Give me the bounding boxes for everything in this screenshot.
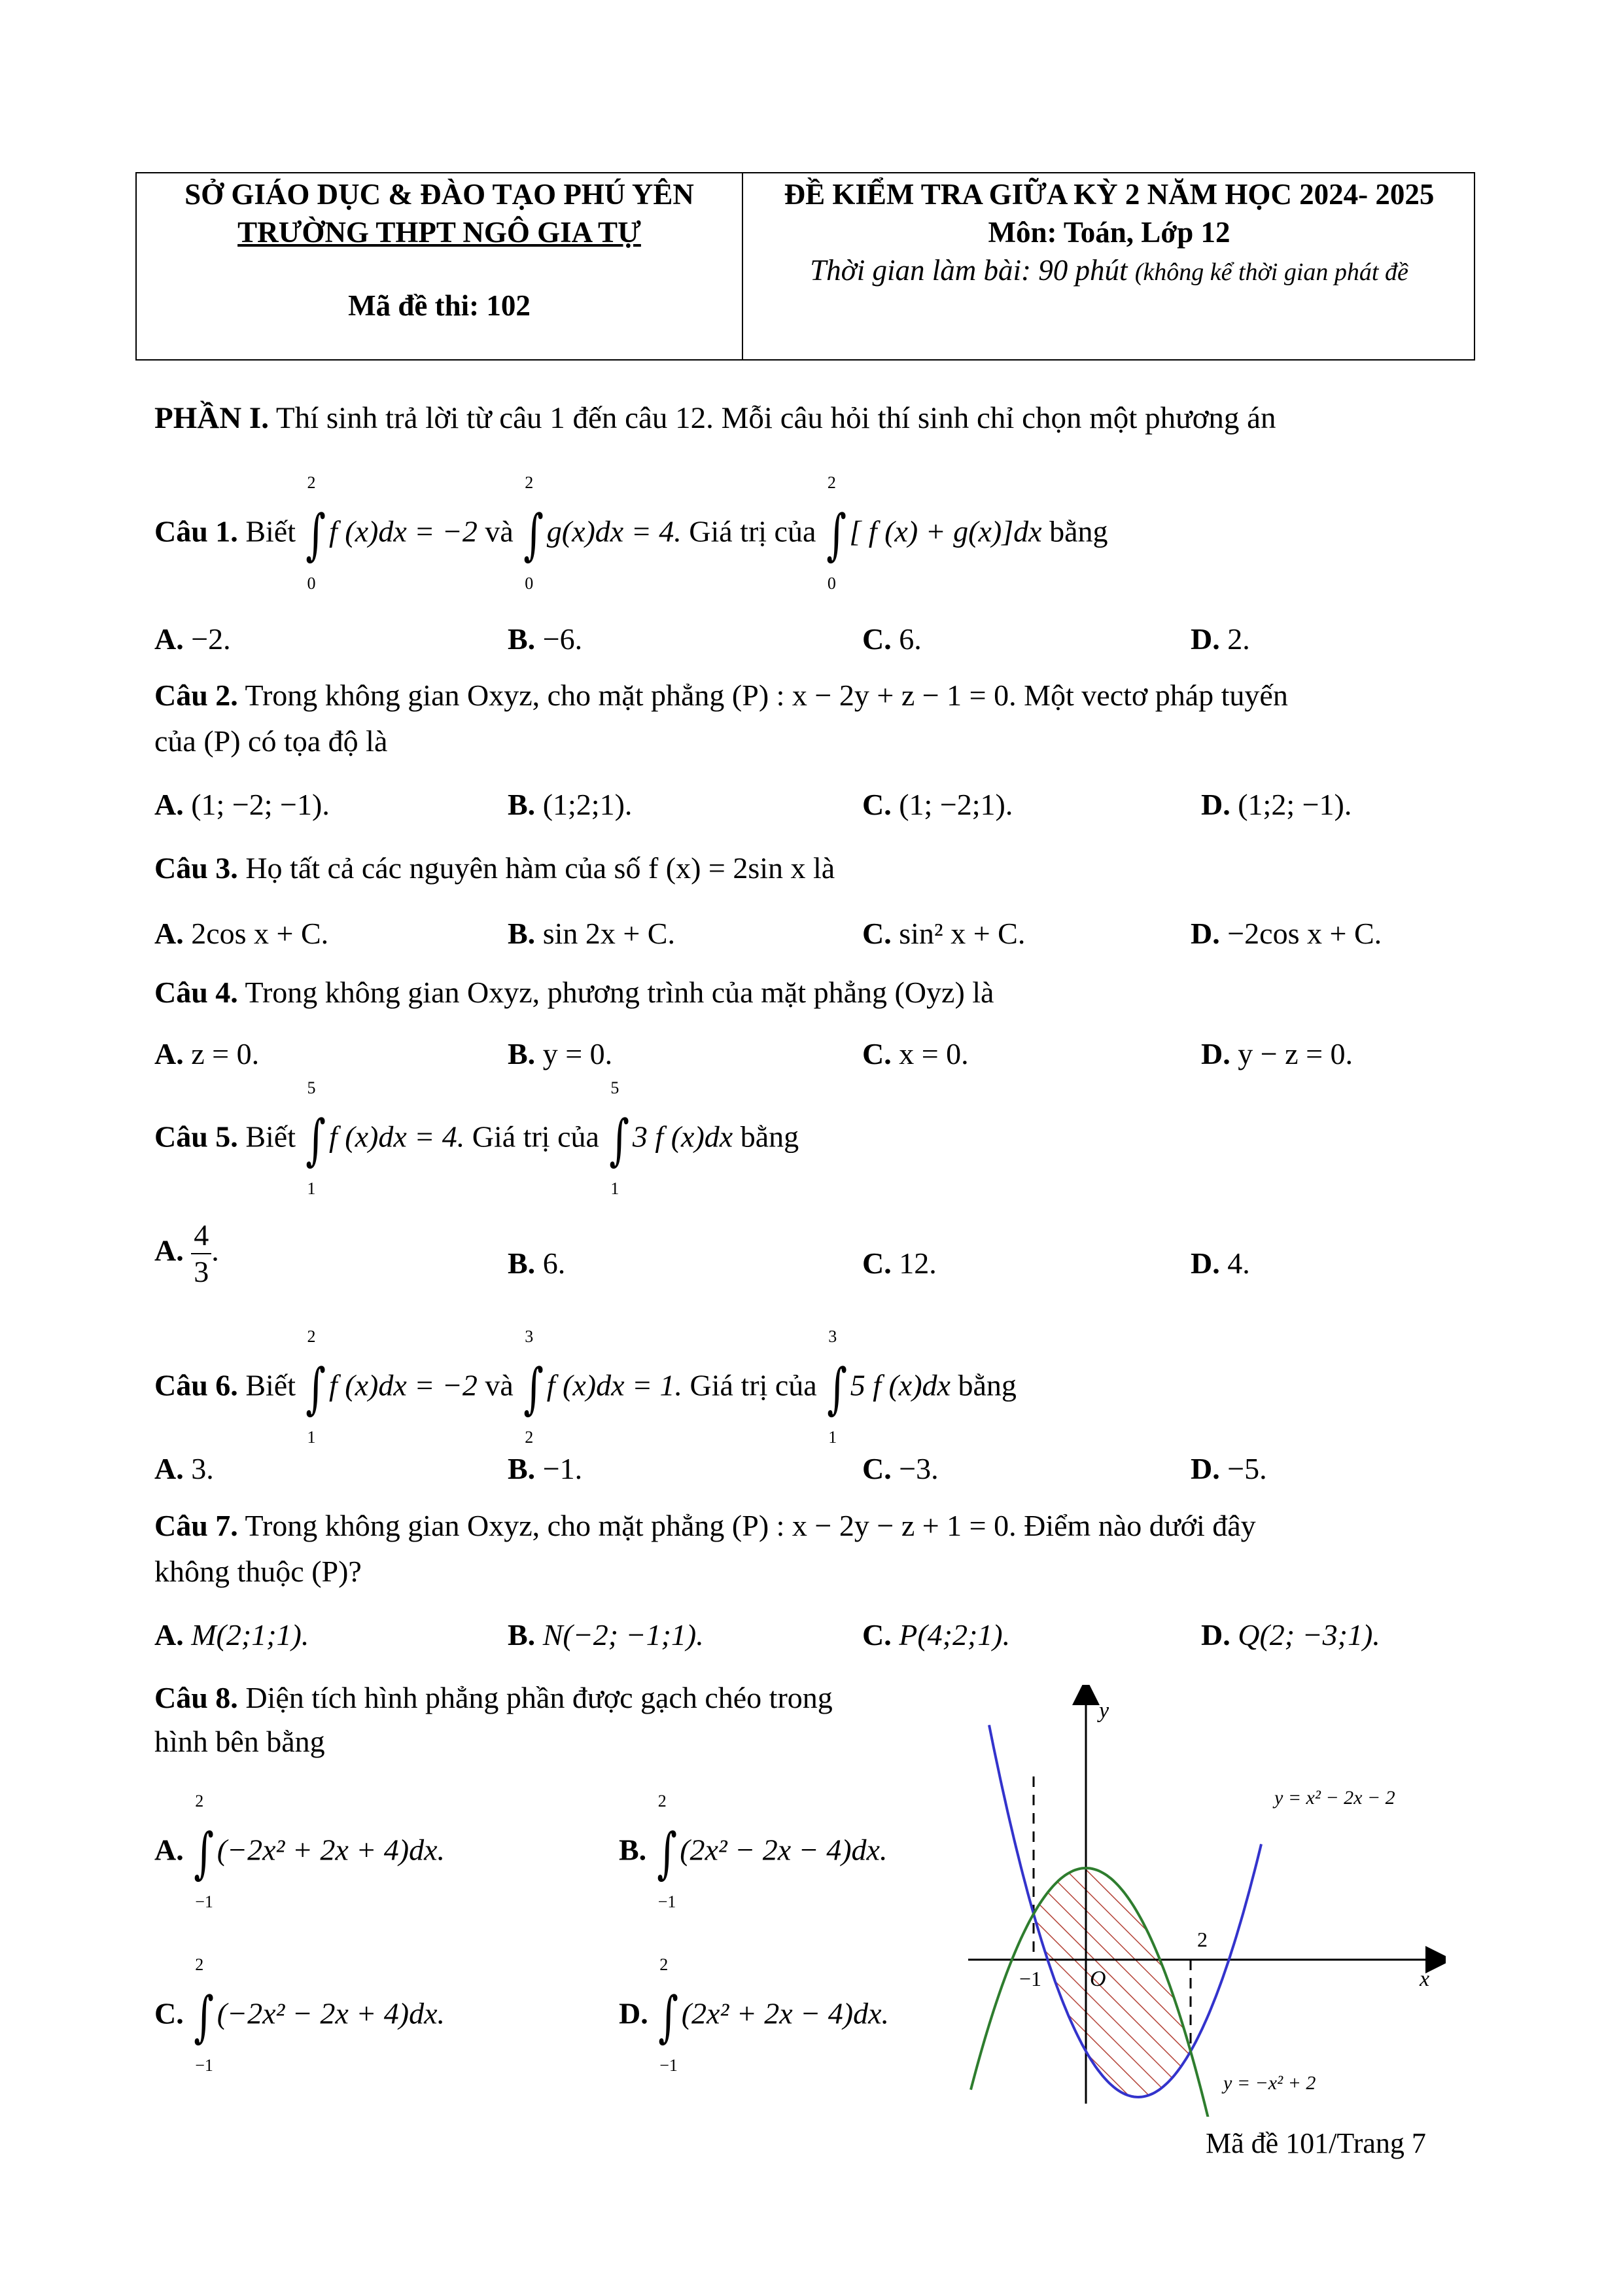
tick-label-neg1: −1 <box>1019 1967 1042 1990</box>
q6-text-3: Giá trị của <box>689 1368 817 1402</box>
q6-text-1: Biết <box>245 1368 296 1402</box>
q6-text-2: và <box>485 1368 514 1402</box>
integral-sign: 5 ∫ 1 <box>305 1078 326 1198</box>
q3-label: Câu 3. <box>154 851 238 885</box>
q5-option-d[interactable]: D. 4. <box>1191 1246 1250 1280</box>
origin-label: O <box>1090 1967 1106 1991</box>
q4-option-c[interactable]: C. x = 0. <box>862 1037 969 1070</box>
question-5 <box>154 1078 799 1198</box>
question-1 <box>154 473 1108 593</box>
q7-option-d[interactable]: D. Q(2; −3;1). <box>1201 1618 1380 1651</box>
q6-label: Câu 6. <box>154 1368 238 1402</box>
q3-line-1: Họ tất cả các nguyên hàm của số f (x) = 2sin x là <box>245 851 835 885</box>
dept-name: SỞ GIÁO DỤC & ĐÀO TẠO PHÚ YÊN <box>184 178 694 211</box>
q5-expr-2: 3 f (x)dx <box>632 1120 733 1154</box>
q7-label: Câu 7. <box>154 1509 238 1542</box>
q3-option-c[interactable]: C. sin² x + C. <box>862 917 1026 950</box>
q2-line-1: Trong không gian Oxyz, cho mặt phẳng (P) : x − 2y + z − 1 = 0. Một vectơ pháp tuyến <box>245 679 1288 712</box>
integral-sign: 2 ∫ −1 <box>194 1792 215 1911</box>
q6-expr-3: 5 f (x)dx <box>850 1368 951 1402</box>
q8-option-c[interactable]: C. 2 ∫ −1 (−2x² − 2x + 4)dx. <box>154 1955 445 2075</box>
q1-option-a[interactable]: A. −2. <box>154 622 231 656</box>
integral-sign: 2 ∫ 1 <box>305 1327 326 1447</box>
q4-option-b[interactable]: B. y = 0. <box>508 1037 613 1070</box>
q2-option-a[interactable]: A. (1; −2; −1). <box>154 788 330 821</box>
school-name: TRƯỜNG THPT NGÔ GIA TỰ <box>237 216 641 249</box>
question-8 <box>154 1680 833 1715</box>
exam-subject: Môn: Toán, Lớp 12 <box>988 216 1230 249</box>
q5-option-c[interactable]: C. 12. <box>862 1246 937 1280</box>
q7-line-1: Trong không gian Oxyz, cho mặt phẳng (P) : x − 2y − z + 1 = 0. Điểm nào dưới đây <box>245 1509 1256 1542</box>
exam-title: ĐỀ KIỂM TRA GIỮA KỲ 2 NĂM HỌC 2024- 2025 <box>784 178 1435 211</box>
fraction: $\frac{4}{3}$ <box>191 1220 211 1287</box>
q1-expr-1: f (x)dx = −2 <box>328 514 478 548</box>
q1-text-2: và <box>485 514 514 548</box>
q4-option-a[interactable]: A. z = 0. <box>154 1037 260 1070</box>
parabola-graph <box>962 1685 1446 2117</box>
tick-label-2: 2 <box>1197 1928 1208 1951</box>
exam-time-note: (không kể thời gian phát đề <box>1134 258 1408 286</box>
q5-option-b[interactable]: B. 6. <box>508 1246 566 1280</box>
integral-sign: 3 ∫ 1 <box>827 1327 848 1447</box>
q1-option-b[interactable]: B. −6. <box>508 622 583 656</box>
integral-sign: 2 ∫ −1 <box>656 1792 677 1911</box>
q5-text-3: bằng <box>740 1120 799 1154</box>
q5-text-1: Biết <box>245 1120 296 1154</box>
q2-option-b[interactable]: B. (1;2;1). <box>508 788 633 821</box>
q1-expr-2: g(x)dx = 4. <box>546 514 682 548</box>
q2-line-2: của (P) có tọa độ là <box>154 724 388 758</box>
exam-code: Mã đề thi: 102 <box>348 289 531 322</box>
q1-text-3: Giá trị của <box>689 514 816 548</box>
q3-option-b[interactable]: B. sin 2x + C. <box>508 917 675 950</box>
q8-option-d[interactable]: D. 2 ∫ −1 (2x² + 2x − 4)dx. <box>619 1955 889 2075</box>
q8-option-b[interactable]: B. 2 ∫ −1 (2x² − 2x − 4)dx. <box>619 1792 888 1911</box>
part-one-label: PHẦN I. <box>154 401 269 435</box>
curve-label-down: y = −x² + 2 <box>1223 2072 1316 2094</box>
q1-option-d[interactable]: D. 2. <box>1191 622 1250 656</box>
q3-option-a[interactable]: A. 2cos x + C. <box>154 917 329 950</box>
q5-label: Câu 5. <box>154 1120 238 1154</box>
q4-option-d[interactable]: D. y − z = 0. <box>1201 1037 1353 1070</box>
q4-label: Câu 4. <box>154 976 238 1009</box>
part-one-text: Thí sinh trả lời từ câu 1 đến câu 12. Mỗi câu hỏi thí sinh chỉ chọn một phương án <box>275 401 1276 435</box>
question-7 <box>154 1508 1256 1543</box>
exam-time <box>743 253 1475 287</box>
q6-option-d[interactable]: D. −5. <box>1191 1452 1267 1485</box>
question-6 <box>154 1327 1017 1447</box>
integral-sign: 2 ∫ 0 <box>305 473 326 593</box>
integral-sign: 3 ∫ 2 <box>523 1327 544 1447</box>
q5-text-2: Giá trị của <box>472 1120 599 1154</box>
q7-option-b[interactable]: B. N(−2; −1;1). <box>508 1618 704 1651</box>
q6-expr-1: f (x)dx = −2 <box>328 1368 478 1402</box>
q6-expr-2: f (x)dx = 1. <box>546 1368 683 1402</box>
q4-line-1: Trong không gian Oxyz, phương trình của mặt phẳng (Oyz) là <box>245 976 994 1009</box>
q5-expr-1: f (x)dx = 4. <box>328 1120 465 1154</box>
x-axis-label: x <box>1420 1967 1430 1991</box>
q7-option-c[interactable]: C. P(4;2;1). <box>862 1618 1011 1651</box>
q1-text-1: Biết <box>245 514 296 548</box>
integral-sign: 2 ∫ 0 <box>826 473 846 593</box>
q1-option-c[interactable]: C. 6. <box>862 622 922 656</box>
q2-option-c[interactable]: C. (1; −2;1). <box>862 788 1013 821</box>
q6-option-b[interactable]: B. −1. <box>508 1452 583 1485</box>
q6-text-4: bằng <box>958 1368 1017 1402</box>
y-axis-label: y <box>1099 1699 1109 1723</box>
q6-option-c[interactable]: C. −3. <box>862 1452 939 1485</box>
integral-sign: 2 ∫ −1 <box>194 1955 215 2075</box>
q8-option-a[interactable]: A. 2 ∫ −1 (−2x² + 2x + 4)dx. <box>154 1792 445 1911</box>
q6-option-a[interactable]: A. 3. <box>154 1452 214 1485</box>
q8-line-1: Diện tích hình phẳng phần được gạch chéo trong <box>245 1681 833 1714</box>
question-4 <box>154 975 994 1010</box>
q1-expr-3: [ f (x) + g(x)]dx <box>849 514 1042 548</box>
question-2 <box>154 678 1288 713</box>
q1-text-4: bằng <box>1049 514 1108 548</box>
q8-line-2: hình bên bằng <box>154 1725 325 1758</box>
integral-sign: 2 ∫ 0 <box>523 473 544 593</box>
q8-label: Câu 8. <box>154 1681 238 1714</box>
hatched-area <box>1034 1868 1191 2097</box>
q5-option-a[interactable]: A. $\frac{4}{3}$ . <box>154 1218 219 1288</box>
integral-sign: 2 ∫ −1 <box>658 1955 679 2075</box>
q3-option-d[interactable]: D. −2cos x + C. <box>1191 917 1382 950</box>
q7-line-2: không thuộc (P)? <box>154 1555 362 1588</box>
q7-option-a[interactable]: A. M(2;1;1). <box>154 1618 309 1651</box>
q1-label: Câu 1. <box>154 514 238 548</box>
integral-sign: 5 ∫ 1 <box>609 1078 630 1198</box>
question-3 <box>154 851 835 885</box>
exam-time-main: Thời gian làm bài: 90 phút <box>810 254 1128 287</box>
page-footer: Mã đề 101/Trang 7 <box>1206 2127 1426 2159</box>
part-one-instruction <box>154 400 1276 436</box>
q2-label: Câu 2. <box>154 679 238 712</box>
q2-option-d[interactable]: D. (1;2; −1). <box>1201 788 1352 821</box>
header-table <box>135 172 1475 361</box>
curve-label-up: y = x² − 2x − 2 <box>1274 1787 1395 1809</box>
